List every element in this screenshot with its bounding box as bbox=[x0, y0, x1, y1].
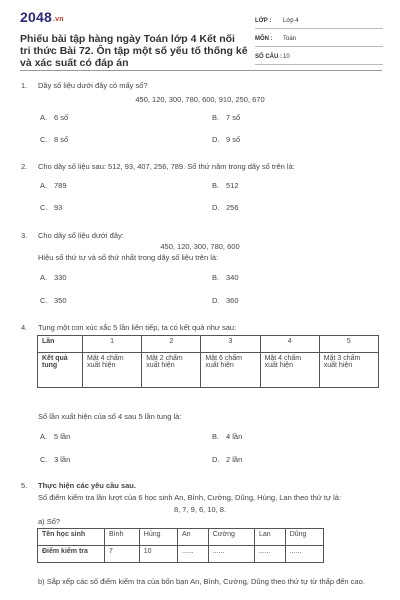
blank-cell[interactable]: ...... bbox=[254, 546, 285, 563]
document-title: Phiếu bài tập hàng ngày Toán lớp 4 Kết nối tri thức Bài 72. Ôn tập một số yếu tố thống kê và xác suất có đáp án bbox=[20, 33, 248, 69]
dice-results-table bbox=[37, 335, 379, 388]
table-row: Điểm kiểm tra 7 10 ...... ...... ...... ...... bbox=[38, 546, 324, 563]
q2-option-d[interactable]: D. 256 bbox=[212, 203, 239, 212]
table-row: Kết quả tung Mặt 4 chấm xuất hiện Mặt 2 chấm xuất hiện Mặt 6 chấm xuất hiện Mặt 4 chấm xuất hiện Mặt 3 chấm xuất hiện bbox=[38, 353, 379, 388]
q4-option-a[interactable]: A. 5 lần bbox=[40, 432, 71, 441]
table-header-row: Lần 1 2 3 4 5 bbox=[38, 336, 379, 353]
q4-option-b[interactable]: B. 4 lần bbox=[212, 432, 243, 441]
q1-option-c[interactable]: C. 8 số bbox=[40, 135, 69, 144]
q4-option-d[interactable]: D. 2 lần bbox=[212, 455, 243, 464]
meta-subject: MÔN : Toán bbox=[255, 32, 383, 47]
meta-count: SỐ CÂU : 10 bbox=[255, 50, 383, 65]
q3-option-d[interactable]: D. 360 bbox=[212, 296, 239, 305]
score-table bbox=[37, 528, 324, 563]
q1-option-d[interactable]: D. 9 số bbox=[212, 135, 241, 144]
q1-option-a[interactable]: A. 6 số bbox=[40, 113, 69, 122]
q5-data: 8, 7, 9, 6, 10, 8. bbox=[173, 505, 227, 514]
q2-option-b[interactable]: B. 512 bbox=[212, 181, 239, 190]
q3-option-c[interactable]: C. 350 bbox=[40, 296, 67, 305]
q3-option-a[interactable]: A. 330 bbox=[40, 273, 67, 282]
q3-data: 450, 120, 300, 780, 600 bbox=[160, 242, 240, 251]
q1-data: 450, 120, 300, 780, 600, 910, 250, 670 bbox=[135, 95, 265, 104]
table-header-row: Tên học sinh Bình Hùng An Cường Lan Dũng bbox=[38, 529, 324, 546]
q3-option-b[interactable]: B. 340 bbox=[212, 273, 239, 282]
q4-option-c[interactable]: C. 3 lần bbox=[40, 455, 71, 464]
q2-option-a[interactable]: A. 789 bbox=[40, 181, 67, 190]
q1-option-b[interactable]: B. 7 số bbox=[212, 113, 241, 122]
header-divider bbox=[20, 70, 382, 71]
blank-cell[interactable]: ...... bbox=[208, 546, 254, 563]
worksheet-page: 2048.vn Phiếu bài tập hàng ngày Toán lớp 4 Kết nối tri thức Bài 72. Ôn tập một số yếu tố thống kê và xác suất có đáp án LỚP : Lớp 4 MÔN : Toán SỐ CÂU : 10 1. Dãy số liệu dưới đây có mấy số? 450, 120, 300, 780, 600, 910, 250, 670 A. 6 số B. 7 số C. 8 số D. 9 số 2. Cho dãy số liệu sau: 512, 93, 407, 256, 789. Số thứ năm trong dãy số trên là: A. 789 B. 512 C. 93 D. 256 3. Cho dãy số liệu dưới đây: 450, 120, 300, 780, 600 Hiệu số thứ tư và số thứ nhất trong dãy số liệu trên là: A. 330 B. 340 C. 350 D. 360 4. Tung một con xúc xắc 5 lần liên tiếp, ta có kết quả như sau: Lần 1 2 3 4 5 Kết quả tung Mặt 4 chấm xuất hiện Mặt 2 chấm xuất hiện Mặt 6 chấm xuất hiện Mặt 4 chấm xuất hiện Mặt 3 chấm xuất hiện Số lần xuất hiện của số 4 sau 5 lần tung là: A. 5 lần B. 4 lần C. 3 lần D. 2 lần 5. Thực hiện các yêu cầu sau. Số điểm kiểm tra lần lượt của 6 học sinh An, Bình, Cường, Dũng, Hùng, Lan theo thứ tự là: 8, 7, 9, 6, 10, 8. a) Số? Tên học sinh Bình Hùng An Cường Lan Dũng Điểm kiểm tra 7 10 ...... ...... ...... ...... b) Sắp xếp các số điểm kiểm tra của bốn bạn An, Bình, Cường, Dũng theo thứ tự từ thấp đến cao. bbox=[0, 0, 400, 600]
blank-cell[interactable]: ...... bbox=[285, 546, 323, 563]
meta-panel bbox=[255, 14, 383, 68]
blank-cell[interactable]: ...... bbox=[178, 546, 209, 563]
q2-option-c[interactable]: C. 93 bbox=[40, 203, 63, 212]
meta-class: LỚP : Lớp 4 bbox=[255, 14, 383, 29]
site-logo[interactable]: 2048.vn bbox=[20, 9, 64, 25]
